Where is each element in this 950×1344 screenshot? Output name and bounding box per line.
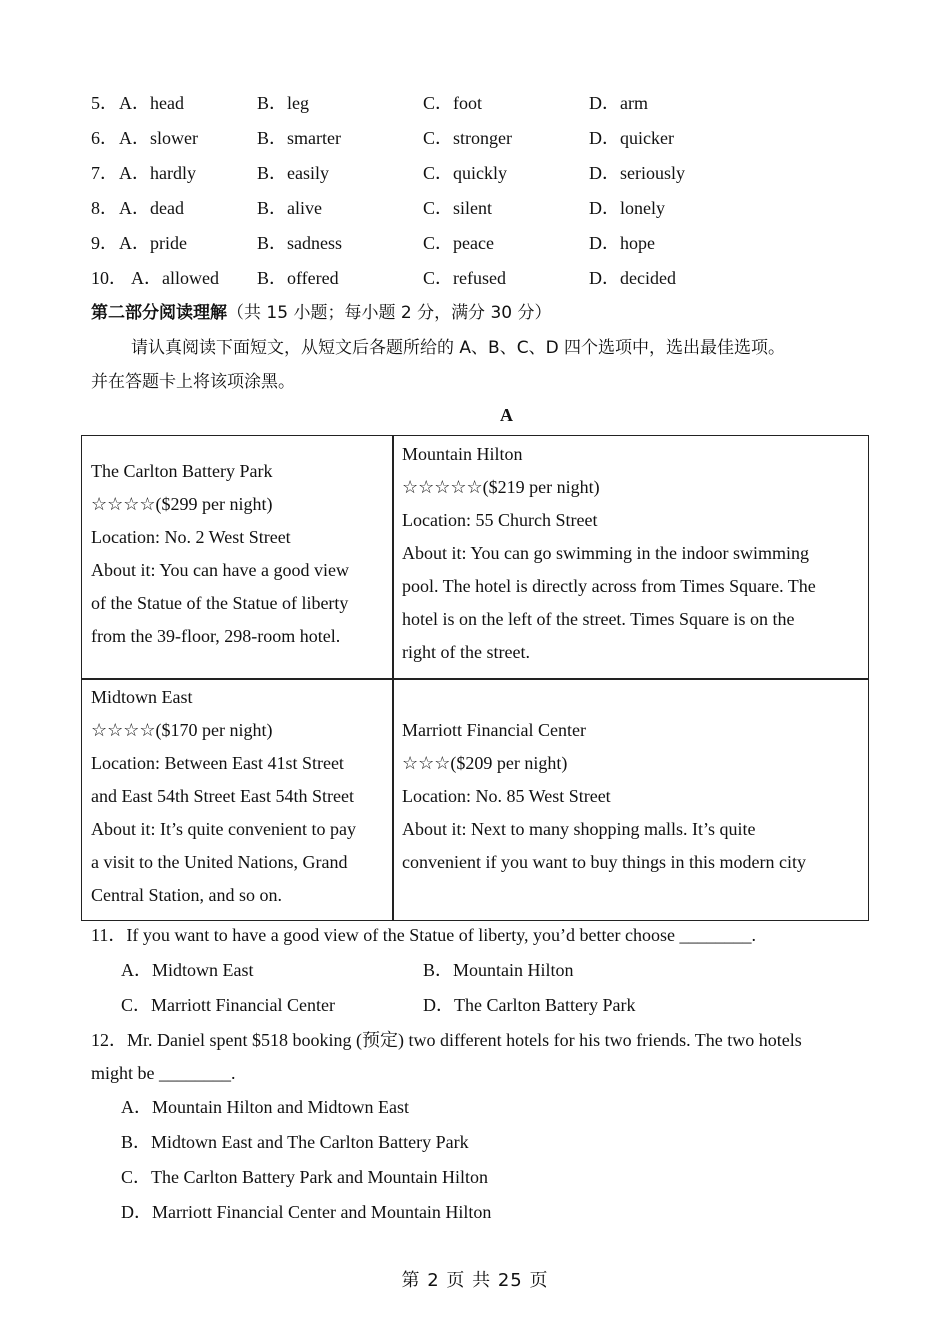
option-d: D．hope — [589, 233, 655, 253]
question-12-option-d: D．Marriott Financial Center and Mountain Hilton — [121, 1202, 492, 1222]
question-number: 5． — [91, 93, 118, 113]
hotel-about: Central Station, and so on. — [91, 885, 282, 905]
hotel-cell-carlton — [91, 455, 349, 653]
table-divider-horizontal — [82, 678, 868, 680]
hotel-about: hotel is on the left of the street. Times Square is on the — [402, 609, 795, 629]
section-note: （共 15 小题；每小题 2 分，满分 30 分） — [227, 303, 552, 323]
hotel-about: of the Statue of the Statue of liberty — [91, 593, 349, 613]
page-footer: 第 2 页 共 25 页 — [401, 1270, 549, 1291]
question-number: 7． — [91, 163, 118, 183]
option-a: A．hardly — [119, 163, 196, 183]
question-number: 9． — [91, 233, 118, 253]
option-d: D．arm — [589, 93, 648, 113]
option-d: D．decided — [589, 268, 676, 288]
hotel-location: Location: Between East 41st Street — [91, 753, 344, 773]
option-a: A．slower — [119, 128, 198, 148]
question-11-option-a: A．Midtown East — [121, 960, 254, 980]
hotel-about: About it: You can go swimming in the indoor swimming — [402, 543, 810, 563]
hotel-cell-midtown — [91, 681, 356, 912]
instruction-line-1: 请认真阅读下面短文，从短文后各题所给的 A、B、C、D 四个选项中，选出最佳选项。 — [131, 338, 786, 358]
hotel-name: Marriott Financial Center — [402, 720, 586, 740]
hotel-about: convenient if you want to buy things in this modern city — [402, 852, 806, 872]
instruction-line-2: 并在答题卡上将该项涂黑。 — [91, 372, 295, 392]
question-11-stem: 11．If you want to have a good view of the Statue of liberty, you’d better choose ________. — [91, 925, 757, 945]
hotel-rating: ☆☆☆☆($299 per night) — [91, 494, 273, 514]
hotel-about: About it: It’s quite convenient to pay — [91, 819, 356, 839]
option-c: C．peace — [423, 233, 494, 253]
option-c: C．foot — [423, 93, 483, 113]
hotel-about: About it: Next to many shopping malls. It’s quite — [402, 819, 756, 839]
question-11-option-b: B．Mountain Hilton — [423, 960, 574, 980]
question-12-stem-line-1: 12．Mr. Daniel spent $518 booking (预定) two different hotels for his two friends. The two hotels — [91, 1030, 802, 1050]
option-b: B．alive — [257, 198, 322, 218]
question-12-stem-line-2: might be ________. — [91, 1063, 236, 1083]
hotel-name: Midtown East — [91, 687, 193, 707]
hotel-about: a visit to the United Nations, Grand — [91, 852, 348, 872]
hotel-rating: ☆☆☆($209 per night) — [402, 753, 568, 773]
option-c: C．quickly — [423, 163, 507, 183]
passage-label: A — [500, 405, 513, 425]
question-11-option-d: D．The Carlton Battery Park — [423, 995, 636, 1015]
hotel-location: Location: No. 85 West Street — [402, 786, 611, 806]
hotel-rating: ☆☆☆☆($170 per night) — [91, 720, 273, 740]
hotel-table — [81, 435, 869, 921]
option-c: C．silent — [423, 198, 493, 218]
question-number: 8． — [91, 198, 118, 218]
section-title: 第二部分阅读理解 — [91, 303, 227, 323]
hotel-about: About it: You can have a good view — [91, 560, 349, 580]
hotel-about: right of the street. — [402, 642, 530, 662]
hotel-name: The Carlton Battery Park — [91, 461, 273, 481]
hotel-location: Location: 55 Church Street — [402, 510, 598, 530]
option-d: D．quicker — [589, 128, 674, 148]
option-b: B．smarter — [257, 128, 341, 148]
option-d: D．seriously — [589, 163, 685, 183]
hotel-name: Mountain Hilton — [402, 444, 523, 464]
question-12-option-a: A．Mountain Hilton and Midtown East — [121, 1097, 409, 1117]
option-a: A．allowed — [131, 268, 219, 288]
option-b: B．offered — [257, 268, 339, 288]
hotel-cell-hilton — [402, 438, 816, 669]
hotel-cell-marriott — [402, 714, 806, 879]
hotel-location: and East 54th Street East 54th Street — [91, 786, 354, 806]
option-a: A．dead — [119, 198, 184, 218]
question-12-option-b: B．Midtown East and The Carlton Battery Park — [121, 1132, 469, 1152]
option-d: D．lonely — [589, 198, 665, 218]
question-number: 10． — [91, 268, 127, 288]
option-b: B．leg — [257, 93, 309, 113]
hotel-about: pool. The hotel is directly across from Times Square. The — [402, 576, 816, 596]
option-a: A．pride — [119, 233, 187, 253]
hotel-about: from the 39-floor, 298-room hotel. — [91, 626, 341, 646]
section-heading — [91, 300, 552, 325]
question-11-option-c: C．Marriott Financial Center — [121, 995, 335, 1015]
option-c: C．refused — [423, 268, 506, 288]
option-c: C．stronger — [423, 128, 512, 148]
option-b: B．easily — [257, 163, 329, 183]
question-number: 6． — [91, 128, 118, 148]
option-b: B．sadness — [257, 233, 342, 253]
hotel-rating: ☆☆☆☆☆($219 per night) — [402, 477, 600, 497]
question-12-option-c: C．The Carlton Battery Park and Mountain Hilton — [121, 1167, 488, 1187]
hotel-location: Location: No. 2 West Street — [91, 527, 291, 547]
option-a: A．head — [119, 93, 184, 113]
